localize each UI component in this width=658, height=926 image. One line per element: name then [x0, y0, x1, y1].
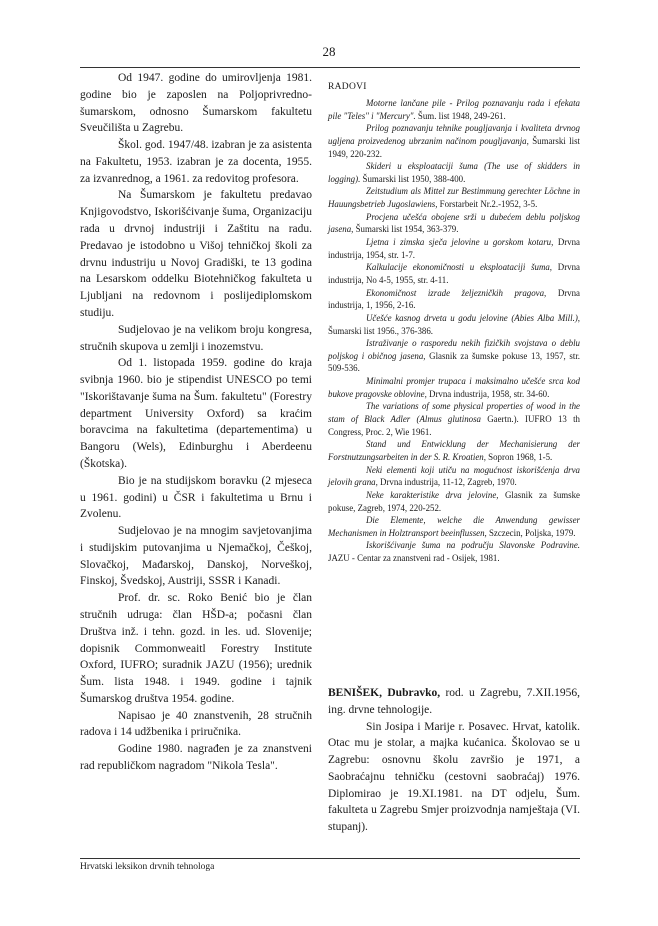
work-entry: [328, 211, 580, 236]
paragraph: Sudjelovao je na mnogim savjetovanjima i studijskim putovanjima u Njemačkoj, Češkoj, Slovačkoj, Mađarskoj, Danskoj, Norveškoj, Finskoj, Švedskoj, Austriji, SSSR i Kanadi.: [80, 525, 312, 588]
work-entry: [328, 438, 580, 463]
biography-intro: [328, 685, 580, 719]
work-entry: [328, 489, 580, 514]
work-title: Učešće kasnog drveta u godu jelovine (Abies Alba Mill.),: [366, 312, 580, 323]
biography-paragraph: Sin Josipa i Marije r. Posavec. Hrvat, katolik. Otac mu je stolar, a majka kućanica. Školovao se u Zagrebu: osnovnu školu završio je 1971, a Saobraćajnu tehničku (cestovni saobraćaj) 1976. Diplomirao je 19.XI.1981. na DT odjelu, Šum. fakulteta u Zagrebu Smjer proizvodnja namještaja (VI. stupanj).: [328, 720, 580, 834]
works-heading: RADOVI: [328, 82, 367, 92]
work-title: Zeitstudium als Mittel zur Bestimmung gerechter Löchne in Hauungsbetrieb Jugoslawiens,: [328, 186, 580, 210]
work-title: Iskorišćivanje šuma na području Slavonske Podravine.: [366, 540, 580, 551]
paragraph: Sudjelovao je na velikom broju kongresa, stručnih skupova u zemlji i inozemstvu.: [80, 323, 312, 353]
paragraph: Škol. god. 1947/48. izabran je za asistenta na Fakultetu, 1953. izabran je za docenta, 1955. za izvanrednog, a 1961. za redovitog profesora.: [80, 139, 312, 185]
footer-rule: [80, 858, 580, 859]
work-source: Drvna industrija, 1954, str. 1-7.: [328, 237, 580, 260]
biography-entry: [328, 685, 580, 836]
work-entry: [328, 122, 580, 160]
work-entry: [328, 261, 580, 286]
work-title: Minimalni promjer trupaca i maksimalno učešće srca kod bukove pragovske oblovine,: [328, 376, 580, 399]
work-entry: [328, 236, 580, 261]
work-source: Drvna industrija, 1958, str. 34-60.: [426, 388, 550, 399]
work-source: Šumarski list 1954, 363-379.: [353, 224, 459, 235]
work-entry: [328, 337, 580, 375]
work-title: Stand und Entwicklung der Mechanisierung der Forstnutzungsarbeiten in der S. R. Kroatien,: [328, 439, 580, 462]
work-source: Drvna industrija, 11-12, Zagreb, 1970.: [377, 477, 517, 488]
paragraph: Godine 1980. nagrađen je za znanstveni rad republičkom nagradom "Nikola Tesla".: [80, 743, 312, 773]
work-source: Šumarski list 1956., 376-386.: [328, 325, 434, 336]
work-title: The variations of some physical properties of wood in the stam of Black Adler (Almus glutinosa: [328, 401, 580, 425]
work-entry: [328, 375, 580, 400]
work-title: Kalkulacije ekonomičnosti u eksploataciji šuma,: [366, 262, 553, 273]
work-title: Motorne lančane pile - Prilog poznavanju rada i efekata pile "Teles" i "Mercury".: [328, 98, 580, 121]
work-source: Šum. list 1948, 249-261.: [415, 110, 506, 121]
page-footer: Hrvatski leksikon drvnih tehnologa: [80, 862, 215, 872]
work-entry: [328, 539, 580, 564]
work-entry: [328, 185, 580, 210]
work-title: Ekonomičnost izrade željezničkih pragova,: [366, 287, 547, 298]
work-title: Neki elementi koji utiču na mogućnost iskorišćenja drva jelovih grana,: [328, 464, 580, 488]
work-source: JAZU - Centar za znanstveni rad - Osijek, 1981.: [328, 553, 500, 564]
entry-intro: rod. u Zagrebu, 7.XII.1956, ing. drvne tehnologije.: [328, 687, 581, 716]
work-source: Šumarski list 1950, 388-400.: [360, 173, 466, 184]
work-source: Gaertn.). IUFRO 13 th Congress, Proc. 2, Wie 1961.: [328, 414, 580, 437]
entry-name: BENIŠEK, Dubravko,: [328, 687, 441, 699]
work-title: Die Elemente, welche die Anwendung gewisser Mechanismen in Holztransport beeinflussen,: [328, 515, 580, 538]
work-source: Drvna industrija, No 4-5, 1955, str. 4-11.: [328, 262, 580, 285]
work-source: Sopron 1968, 1-5.: [485, 451, 553, 462]
work-entry: [328, 312, 580, 337]
work-entry: [328, 287, 580, 312]
paragraph: Od 1947. godine do umirovljenja 1981. godine bio je zaposlen na Poljoprivredno-šumarskom, odnosno Šumarskom fakultetu Sveučilišta u Zagrebu.: [80, 72, 312, 135]
work-title: Prilog poznavanju tehnike pougljavanja i kvaliteta drvnog uglјena proizvedenog ubrzanim načinom pougljavanja,: [328, 123, 580, 146]
paragraph: Od 1. listopada 1959. godine do kraja svibnja 1960. bio je stipendist UNESCO po temi "Iskorištavanje šuma na Šum. fakultetu" (Forestry department University Oxford) sa kraćim boravcima na fakultetima (departementima) u Bangoru (Wels), Edinburghu i Aberdeenu (Škotska).: [80, 357, 312, 470]
work-entry: [328, 400, 580, 438]
work-entry: [328, 160, 580, 185]
work-title: Ljetna i zimska sječa jelovine u gorskom kotaru,: [366, 237, 554, 248]
paragraph: Na Šumarskom je fakultetu predavao Knjigovodstvo, Iskorišćivanje šuma, Organizaciju rada u drvnoj industriji i Zaštitu na radu. Predavao je istodobno u Višoj tehničkoj školi za drvnu industriju u Novoj Gradiški, te 13 godina na Lesarskom oddelku Biotehničkog fakulteta u Ljubljani na redovnom i poslijediplomskom studiju.: [80, 189, 312, 319]
page-number: 28: [322, 44, 336, 59]
work-title: Skideri u eksploataciji šuma (The use of skidders in logging).: [328, 161, 580, 184]
paragraph: Prof. dr. sc. Roko Benić bio je član stručnih udruga: član HŠD-a; počasni član Društva inž. i tehn. gozd. in les. ud. Slovenije; dopisnik Commonweaitl Forestry Institute Oxford, IUFRO; suradnik JAZU (1956); urednik Šum. lista 1948. i 1949. godine i tajnik Šumarskog društva 1954. godine.: [80, 592, 312, 705]
work-source: Glasnik za šumske pokuse 13, 1957, str. 509-536.: [328, 350, 581, 374]
paragraph: Napisao je 40 znanstvenih, 28 stručnih radova i 14 udžbenika i priručnika.: [80, 709, 312, 739]
left-column: [80, 70, 312, 775]
work-entry: [328, 514, 580, 539]
work-source: Szczecin, Poljska, 1979.: [486, 527, 576, 538]
work-source: Drvna industrija, 1, 1956, 2-16.: [328, 287, 580, 311]
header-rule: [80, 67, 580, 68]
paragraph: Bio je na studijskom boravku (2 mjeseca u 1961. godini) u ČSR i fakultetima u Brnu i Zvolenu.: [80, 474, 312, 521]
works-section: [328, 82, 580, 565]
works-list: [328, 97, 580, 565]
work-source: Šumarski list 1949, 220-232.: [328, 135, 580, 159]
work-entry: [328, 97, 580, 122]
work-source: Glasnik za šumske pokuse, Zagreb, 1974, 220-252.: [328, 489, 580, 513]
work-title: Neke karakteristike drva jelovine,: [366, 489, 499, 500]
work-title: Procjena učešća obojene srži u dubećem deblu poljskog jasena,: [328, 211, 580, 235]
work-title: Istraživanje o rasporedu nekih fizičkih svojstava o deblu poljskog i običnog jasena,: [328, 338, 580, 361]
work-entry: [328, 464, 580, 489]
work-source: Forstarbeit Nr.2.-1952, 3-5.: [437, 199, 538, 210]
